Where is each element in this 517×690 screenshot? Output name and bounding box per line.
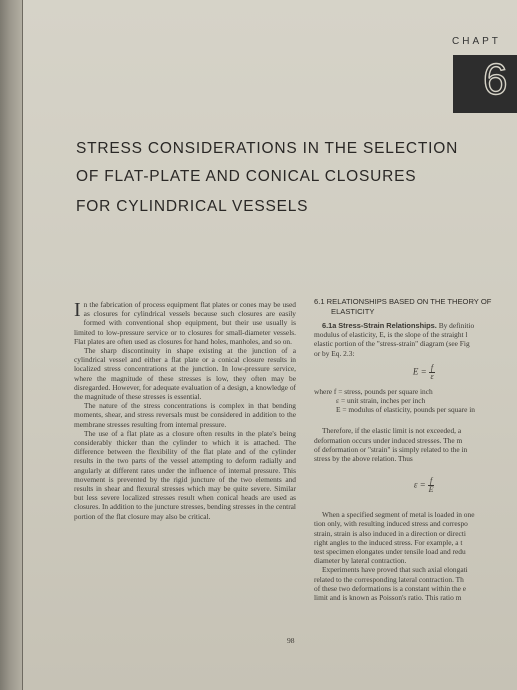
poisson-line-3: of these two deformations is a constant within the e bbox=[314, 583, 467, 593]
chapter-tab bbox=[453, 55, 517, 113]
intro-line-3: elastic portion of the "stress-strain" diagram (see Fig bbox=[314, 339, 470, 349]
intro-line-1: By definitio bbox=[438, 321, 475, 330]
drop-cap: I bbox=[74, 299, 81, 321]
poisson-line-1: Experiments have proved that such axial elongati bbox=[322, 565, 468, 575]
variable-definitions bbox=[314, 387, 517, 415]
loading-line-2: tion only, with resulting induced stress and correspo bbox=[314, 519, 468, 529]
page-number: 98 bbox=[287, 636, 295, 645]
equation-1-lhs: E = bbox=[412, 366, 427, 377]
paragraph-elastic-limit bbox=[314, 426, 517, 463]
subsection-intro bbox=[314, 321, 517, 358]
loading-line-6: diameter by lateral contraction. bbox=[314, 556, 407, 566]
section-heading-line-2: ELASTICITY bbox=[331, 307, 375, 316]
equation-2-fraction bbox=[428, 477, 434, 494]
right-column bbox=[314, 297, 517, 602]
elastic-line-1: Therefore, if the elastic limit is not exceeded, a bbox=[322, 426, 462, 436]
paragraph-1 bbox=[74, 300, 296, 346]
paragraph-1-text: n the fabrication of process equipment flat plates or cones may be used as closures for cylindrical vessels because such closures are easily formed with conventional shop equipment, but their use usually is limited to low-pressure service or to closures for small-diameter vessels. Flat plates are often used as closures for hand holes, manholes, and so on. bbox=[74, 300, 296, 346]
intro-line-2: modulus of elasticity, E, is the slope of the straight l bbox=[314, 330, 468, 340]
chapter-label: CHAPT bbox=[452, 36, 501, 47]
book-gutter bbox=[0, 0, 22, 690]
elastic-line-3: of deformation or "strain" is simply related to the in bbox=[314, 444, 468, 454]
equation-1-fraction bbox=[429, 364, 435, 381]
section-heading bbox=[314, 297, 517, 317]
equation-2-lhs: ε = bbox=[413, 479, 426, 490]
loading-line-4: right angles to the induced stress. For example, a t bbox=[314, 537, 463, 547]
subsection-number: 6.1a bbox=[322, 321, 337, 330]
loading-line-5: test specimen elongates under tensile load and redu bbox=[314, 547, 466, 557]
poisson-line-4: limit and is known as Poisson's ratio. This ratio m bbox=[314, 593, 462, 603]
loading-line-1: When a specified segment of metal is loaded in one bbox=[322, 510, 475, 520]
equation-2 bbox=[314, 477, 474, 494]
paragraph-poisson-intro bbox=[314, 510, 517, 565]
poisson-line-2: related to the corresponding lateral contraction. Th bbox=[314, 574, 464, 584]
chapter-title-line-3: FOR CYLINDRICAL VESSELS bbox=[76, 198, 309, 215]
equation-2-numerator: f bbox=[429, 476, 433, 486]
paragraph-4: The use of a flat plate as a closure often results in the plate's being considerably thicker than the cylinder to which it is attached. The difference between the flexibility of the flat plate and of the cylinder results in the two parts of the vessel attempting to deform radially and angularly at different rates under the influence of internal pressure. This movement is prevented by the rigid juncture of the two elements and results in shear and flexural stresses which may be quite severe. Similar but less severe localized stresses result when conical heads are used as closures. In addition to the juncture stresses, bending stresses in the central portion of the flat closure may also be critical. bbox=[74, 428, 296, 521]
chapter-title-line-1: STRESS CONSIDERATIONS IN THE SELECTION bbox=[76, 140, 459, 157]
paragraph-3: The nature of the stress concentrations is complex in that bending moments, shear, and stress reversals must be considered in addition to the membrane stresses resulting from internal pressure. bbox=[74, 401, 296, 429]
definition-line-3: E = modulus of elasticity, pounds per square in bbox=[336, 405, 475, 415]
elastic-line-4: stress by the above relation. Thus bbox=[314, 454, 413, 464]
definition-line-2: ε = unit strain, inches per inch bbox=[336, 396, 426, 406]
chapter-number: 6 bbox=[483, 55, 508, 104]
definition-line-1: where f = stress, pounds per square inch bbox=[314, 386, 433, 396]
chapter-title-line-2: OF FLAT-PLATE AND CONICAL CLOSURES bbox=[76, 168, 417, 185]
paragraph-poisson-ratio bbox=[314, 565, 517, 602]
section-heading-line-1: 6.1 RELATIONSHIPS BASED ON THE THEORY OF bbox=[314, 297, 492, 306]
equation-1 bbox=[314, 364, 474, 381]
equation-2-denominator: E bbox=[428, 485, 434, 495]
equation-1-numerator: f bbox=[430, 362, 434, 372]
subsection-title: Stress-Strain Relationships. bbox=[338, 321, 437, 330]
intro-line-4: or by Eq. 2.3: bbox=[314, 348, 355, 358]
equation-1-denominator: ε bbox=[430, 371, 434, 381]
loading-line-3: strain, strain is also induced in a direction or directi bbox=[314, 528, 466, 538]
elastic-line-2: deformation occurs under induced stresses. The m bbox=[314, 435, 463, 445]
left-column bbox=[74, 300, 296, 521]
paragraph-2: The sharp discontinuity in shape existing at the junction of a cylindrical vessel and either a flat plate or a conical closure results in localized stress concentrations at the junction. In low-pressure service, where the magnitude of these stresses is low, they often may be disregarded. However, for adequate evaluation of a design, a knowledge of the magnitude of these stresses is essential. bbox=[74, 346, 296, 402]
